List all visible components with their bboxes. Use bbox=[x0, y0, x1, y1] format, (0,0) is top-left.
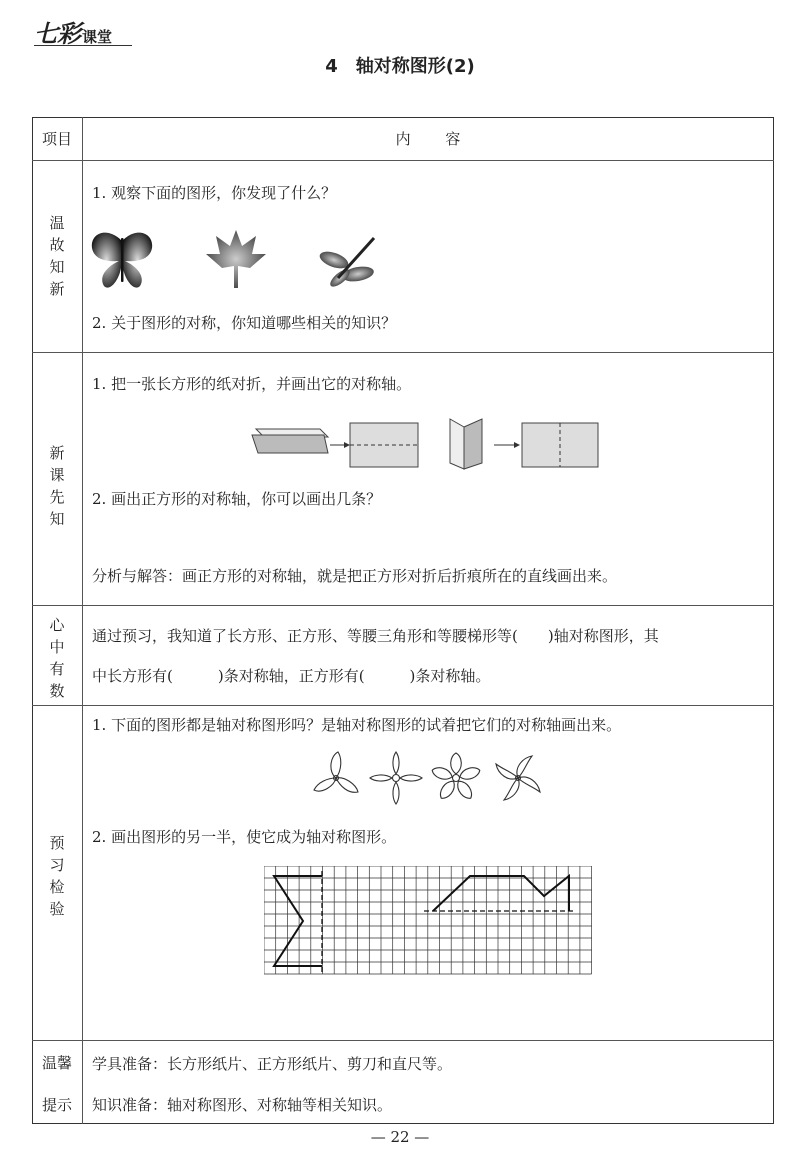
leaf-image bbox=[206, 230, 266, 288]
check-question-1: 1. 下面的图形都是轴对称图形吗？是轴对称图形的试着把它们的对称轴画出来。 bbox=[92, 716, 622, 734]
lesson-number: 4 bbox=[325, 56, 338, 77]
row-divider bbox=[32, 352, 774, 353]
five-petal-flower-image bbox=[431, 753, 482, 801]
paper-folding-diagram bbox=[250, 415, 602, 471]
flower-shapes bbox=[308, 748, 548, 806]
preview-question-2: 2. 画出正方形的对称轴，你可以画出几条？ bbox=[92, 490, 382, 508]
pinwheel-flower-image bbox=[496, 756, 540, 800]
section-label-review: 温故知新 bbox=[49, 214, 65, 298]
folding-rectangle-vertical bbox=[450, 419, 482, 469]
review-images bbox=[88, 228, 388, 294]
reflection-line-1: 通过预习，我知道了长方形、正方形、等腰三角形和等腰梯形等( )轴对称图形，其 bbox=[92, 627, 659, 645]
section-label-check: 预习检验 bbox=[49, 834, 65, 918]
column-header-item: 项目 bbox=[41, 130, 72, 148]
brand-name: 课堂 bbox=[82, 28, 113, 46]
tips-line-2: 知识准备：轴对称图形、对称轴等相关知识。 bbox=[92, 1096, 393, 1114]
section-label-reflection: 心中有数 bbox=[49, 616, 65, 700]
page-title bbox=[0, 52, 800, 78]
butterfly-image bbox=[92, 233, 152, 288]
section-label-tips-1: 温馨 bbox=[41, 1054, 72, 1072]
row-divider bbox=[32, 605, 774, 606]
brand-underline bbox=[34, 45, 132, 46]
arrow-icon bbox=[494, 442, 520, 448]
check-question-2: 2. 画出图形的另一半，使它成为轴对称图形。 bbox=[92, 828, 397, 846]
review-question-1: 1. 观察下面的图形，你发现了什么？ bbox=[92, 184, 337, 202]
right-shape-half bbox=[424, 876, 574, 911]
grid-lines bbox=[264, 866, 592, 974]
arrow-icon bbox=[330, 442, 350, 448]
drawing-grid bbox=[264, 866, 592, 978]
column-divider bbox=[82, 117, 83, 1124]
brand-logo: 七彩 bbox=[34, 19, 80, 48]
rectangle-horizontal-axis bbox=[350, 423, 418, 467]
four-petal-flower-image bbox=[370, 752, 422, 804]
lesson-title: 轴对称图形(2) bbox=[355, 56, 475, 77]
folding-rectangle-horizontal bbox=[252, 429, 328, 453]
preview-question-1: 1. 把一张长方形的纸对折，并画出它的对称轴。 bbox=[92, 375, 412, 393]
preview-analysis: 分析与解答：画正方形的对称轴，就是把正方形对折后折痕所在的直线画出来。 bbox=[92, 567, 618, 585]
brand bbox=[34, 14, 134, 48]
row-divider bbox=[32, 1040, 774, 1041]
dragonfly-image bbox=[318, 238, 375, 290]
section-label-tips-2: 提示 bbox=[41, 1096, 72, 1114]
column-header-content: 内 容 bbox=[395, 130, 461, 148]
reflection-line-2: 中长方形有( )条对称轴，正方形有( )条对称轴。 bbox=[92, 667, 491, 685]
page-number: — 22 — bbox=[370, 1128, 430, 1146]
rectangle-vertical-axis bbox=[522, 423, 598, 467]
review-question-2: 2. 关于图形的对称，你知道哪些相关的知识？ bbox=[92, 314, 397, 332]
three-petal-flower-image bbox=[314, 752, 358, 792]
section-label-preview: 新课先知 bbox=[49, 444, 65, 528]
left-shape-half bbox=[274, 871, 322, 973]
row-divider bbox=[32, 705, 774, 706]
tips-line-1: 学具准备：长方形纸片、正方形纸片、剪刀和直尺等。 bbox=[92, 1055, 453, 1073]
row-divider bbox=[32, 160, 774, 161]
